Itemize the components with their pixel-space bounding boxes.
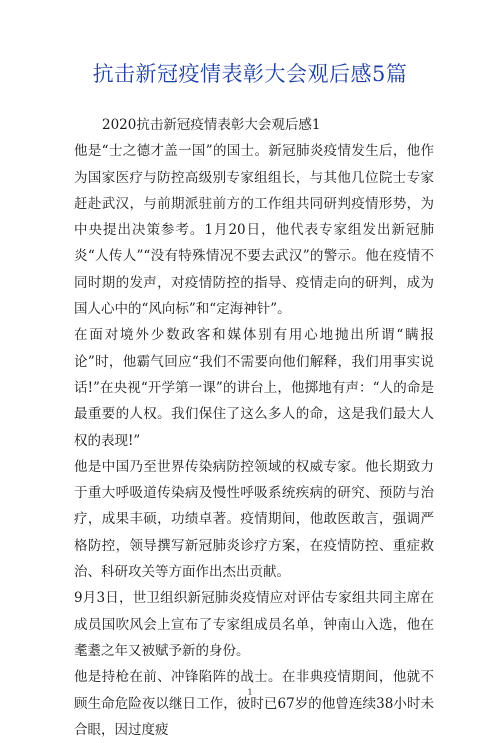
paragraph-2: 在面对境外少数政客和媒体别有用心地抛出所谓“瞒报论”时，他霸气回应“我们不需要向他们解释，我们用事实说话!”在央视“开学第一课”的讲台上，他掷地有声：“人的命是最重要的人权。我们保住了这么多人的命，这是我们最大人权的表现!” — [74, 327, 434, 449]
paragraph-5: 他是持枪在前、冲锋陷阵的战士。在非典疫情期间，他就不顾生命危险夜以继日工作，彼时已67岁的他曾连续38小时未合眼，因过度疲 — [74, 669, 434, 738]
page-number: 1 — [247, 688, 253, 697]
document-title: 抗击新冠疫情表彰大会观后感5篇 — [92, 62, 408, 86]
section-subheading: 2020抗击新冠疫情表彰大会观后感1 — [102, 117, 321, 133]
paragraph-4: 9月3日，世卫组织新冠肺炎疫情应对评估专家组共同主席在成员国吹风会上宣布了专家组成员名单，钟南山入选，他在耄耋之年又被赋予新的身份。 — [74, 590, 434, 659]
paragraph-3: 他是中国乃至世界传染病防控领域的权威专家。他长期致力于重大呼吸道传染病及慢性呼吸系统疾病的研究、预防与治疗，成果丰硕，功绩卓著。疫情期间，他敢医敢言，强调严格防控，领导撰写新冠肺炎诊疗方案，在疫情防控、重症救治、科研攻关等方面作出杰出贡献。 — [74, 458, 434, 581]
paragraph-1: 他是“士之德才盖一国”的国士。新冠肺炎疫情发生后，他作为国家医疗与防控高级别专家组组长，与其他几位院士专家赶赴武汉，与前期派驻前方的工作组共同研判疫情形势，为中央提出决策参考。1月20日，他代表专家组发出新冠肺炎“人传人”“没有特殊情况不要去武汉”的警示。他在疫情不同时期的发声，对疫情防控的指导、疫情走向的研判，成为国人心中的“风向标”和“定海神针”。 — [74, 143, 434, 318]
document-body — [74, 112, 434, 743]
